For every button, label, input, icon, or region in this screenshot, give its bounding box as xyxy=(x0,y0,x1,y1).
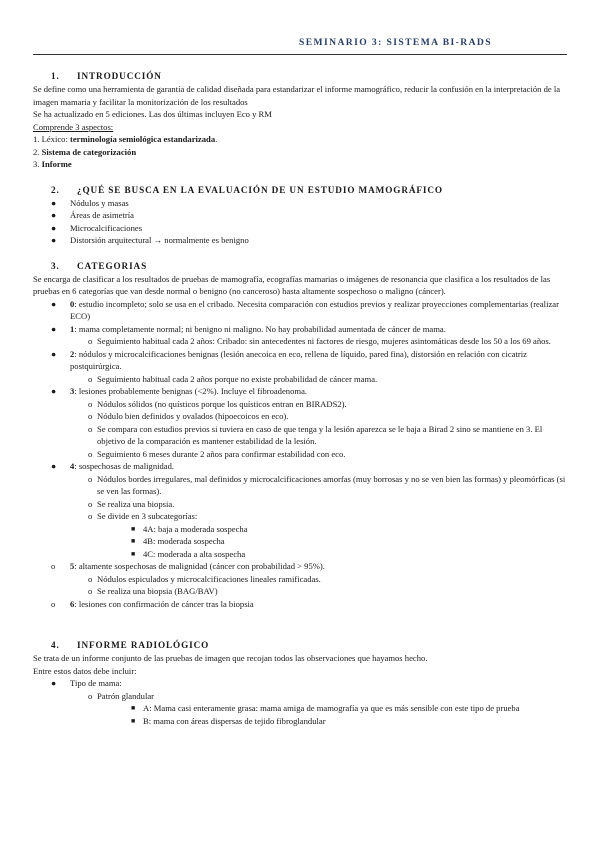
bullet-icon: ● xyxy=(51,197,57,208)
page-title: SEMINARIO 3: SISTEMA BI-RADS xyxy=(299,37,492,48)
bullet-icon: ● xyxy=(51,222,57,233)
paragraph: Entre estos datos debe incluir: xyxy=(33,665,137,676)
numbered-item: 3. Informe xyxy=(33,159,72,169)
sub-item: o Nódulo bien definidos y ovalados (hipoecoicos en eco). xyxy=(88,411,289,421)
circle-bullet-icon: o xyxy=(88,586,93,596)
list-item: ● Áreas de asimetría xyxy=(51,210,134,220)
circle-bullet-icon: o xyxy=(88,411,93,421)
paragraph: Se encarga de clasificar a los resultados de pruebas de mamografía, ecografías mamarias o imágenes de resonancia que clasifica a los resultados de las pruebas en 6 categorías que van desde normal o benigno (no canceroso) hasta altamente sospechoso o maligno (cáncer). xyxy=(33,273,551,296)
bullet-icon: ● xyxy=(51,678,57,688)
list-item: ● Nódulos y masas xyxy=(51,197,129,208)
bullet-icon: ● xyxy=(51,461,57,471)
sub-item: o Se divide en 3 subcategorías: xyxy=(88,511,198,521)
category-2: ● 2: nódulos y microcalcificaciones benignas (lesión anecoica en eco, rellena de líquido, pared fina), distorsión en relación con cicatriz postquirúrgica. xyxy=(51,348,527,371)
category-3: ● 3: lesiones probablemente benignas (<2%). Incluye el fibroadenoma. xyxy=(51,386,308,396)
sub-item: o Patrón glandular xyxy=(88,690,155,701)
bullet-icon: ● xyxy=(51,323,57,334)
numbered-item: 1. Léxico: terminología semiológica estandarizada. xyxy=(33,134,218,144)
section-1-heading: 1. INTRODUCCIÓN xyxy=(51,71,162,81)
list-item: ● Microcalcificaciones xyxy=(51,222,143,233)
sub-sub-item: ■ 4B: moderada sospecha xyxy=(131,536,225,546)
bullet-icon: ● xyxy=(51,298,57,309)
category-6: o 6: lesiones con confirmación de cáncer tras la biopsia xyxy=(51,598,254,609)
category-list xyxy=(33,298,567,336)
section-2-heading: 2. ¿QUÉ SE BUSCA EN LA EVALUACIÓN DE UN ESTUDIO MAMOGRÁFICO xyxy=(51,184,443,195)
circle-bullet-icon: o xyxy=(88,511,93,521)
circle-bullet-icon: o xyxy=(88,373,93,384)
sub-item: o Nódulos espiculados y microcalcificaciones lineales ramificadas. xyxy=(88,573,321,584)
title-rule xyxy=(33,54,567,55)
circle-bullet-icon: o xyxy=(88,690,93,701)
category-4: ● 4: sospechosas de malignidad. xyxy=(51,461,175,471)
numbered-item: 2. Sistema de categorización xyxy=(33,146,137,157)
sub-sub-item: ■ B: mama con áreas dispersas de tejido fibroglandular xyxy=(131,715,326,726)
paragraph: Se trata de un informe conjunto de las pruebas de imagen que recojan todos las observaciones que hayamos hecho. xyxy=(33,653,428,663)
bullet-icon: ● xyxy=(51,210,57,220)
category-1: ● 1: mama completamente normal; ni benigno ni maligno. No hay probabilidad aumentada de cáncer de mama. xyxy=(51,323,446,334)
sub-item: o Nódulos sólidos (no quísticos porque los quísticos entran en BIRADS2). xyxy=(88,398,347,409)
circle-bullet-icon: o xyxy=(88,573,93,584)
bullet-icon: ● xyxy=(51,348,57,359)
list-item: ● Tipo de mama: xyxy=(51,678,122,688)
sub-sub-item: ■ 4A: baja a moderada sospecha xyxy=(131,523,248,534)
sub-item: o Se realiza una biopsia (BAG/BAV) xyxy=(88,586,218,596)
section-4-heading: 4. INFORME RADIOLÓGICO xyxy=(51,640,210,650)
sub-sub-item: ■ A: Mama casi enteramente grasa: mama amiga de mamografía ya que es más sensible con este tipo de prueba xyxy=(131,703,520,713)
sub-item: o Seguimiento 6 meses durante 2 años para confirmar estabilidad con eco. xyxy=(88,448,346,459)
category-0: ● 0: estudio incompleto; solo se usa en el cribado. Necesita comparación con estudios previos y realizar proyecciones complementarias (realizar ECO) xyxy=(51,298,559,321)
circle-bullet-icon: o xyxy=(88,336,93,346)
paragraph: Se ha actualizado en 5 ediciones. Las dos últimas incluyen Eco y RM xyxy=(33,109,272,119)
square-bullet-icon: ■ xyxy=(131,704,136,712)
category-5: o 5: altamente sospechosas de malignidad (cáncer con probabilidad > 95%). xyxy=(51,561,325,571)
paragraph-underlined: Comprende 3 aspectos: xyxy=(33,121,114,132)
sub-item: o Nódulos bordes irregulares, mal definidos y microcalcificaciones amorfas (muy borrosas y no se ven bien las formas) y pleomórficas (si se ven las formas). xyxy=(88,473,566,496)
circle-bullet-icon: o xyxy=(51,598,56,609)
paragraph: Se define como una herramienta de garantía de calidad diseñada para estandarizar el informe mamográfico, reducir la confusión en la interpretación de la imagen mamaria y facilitar la monitorización de los resultados xyxy=(33,84,561,107)
circle-bullet-icon: o xyxy=(88,498,93,509)
sub-item: o Se realiza una biopsia. xyxy=(88,498,175,509)
bullet-icon: ● xyxy=(51,386,57,396)
square-bullet-icon: ■ xyxy=(131,537,136,545)
list-item: ● Distorsión arquitectural → normalmente es benigno xyxy=(51,235,249,245)
square-bullet-icon: ■ xyxy=(131,524,136,533)
circle-bullet-icon: o xyxy=(88,423,93,434)
sub-item: o Seguimiento habitual cada 2 años porque no existe probabilidad de cáncer mama. xyxy=(88,373,378,384)
sub-item: o Seguimiento habitual cada 2 años: Cribado: sin antecedentes ni factores de riesgo, mujeres asintomáticas desde los 50 a los 69 años. xyxy=(88,336,551,346)
square-bullet-icon: ■ xyxy=(131,549,136,558)
sub-sub-item: ■ 4C: moderada a alta sospecha xyxy=(131,548,246,559)
circle-bullet-icon: o xyxy=(51,561,56,571)
sub-item: o Se compara con estudios previos si tuviera en caso de que tenga y la lesión aparezca se le baja a Birad 2 sino se mantiene en 3. El objetivo de la comparación es mantener estabilidad de la lesión. xyxy=(88,423,543,446)
bullet-icon: ● xyxy=(51,235,57,245)
bullet-list xyxy=(33,197,567,247)
circle-bullet-icon: o xyxy=(88,398,93,409)
square-bullet-icon: ■ xyxy=(131,716,136,725)
circle-bullet-icon: o xyxy=(88,473,93,484)
section-3-heading: 3. CATEGORIAS xyxy=(51,260,148,271)
circle-bullet-icon: o xyxy=(88,448,93,459)
